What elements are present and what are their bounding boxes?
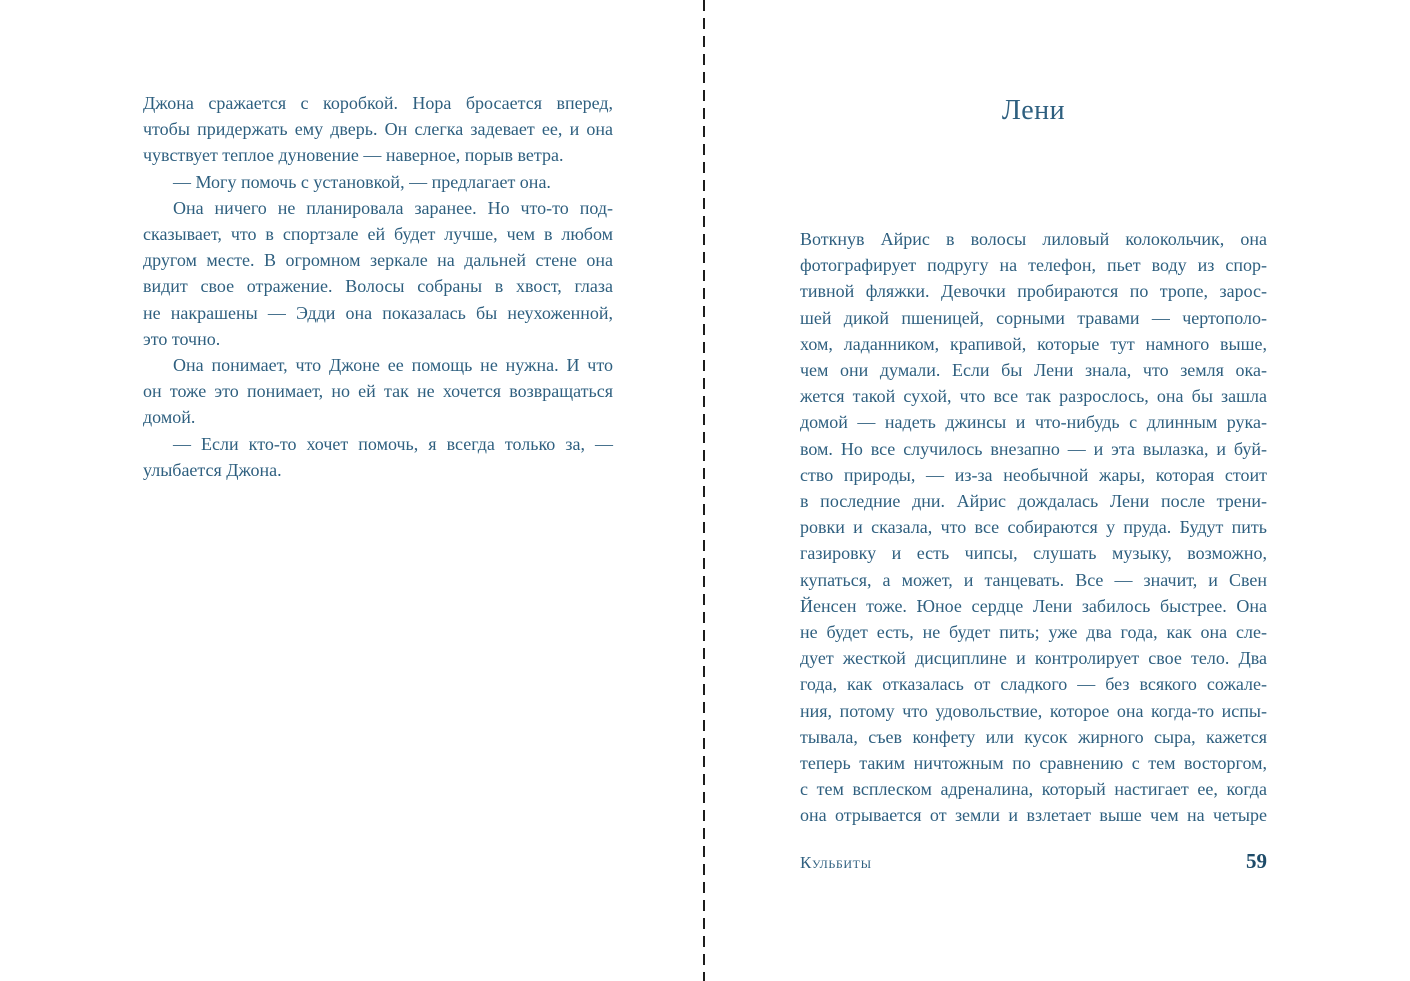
page-footer: [800, 849, 1267, 874]
chapter-title: Лени: [1001, 95, 1066, 126]
text-line: домой — надеть джинсы и что-нибудь с длинным рука-: [800, 412, 1267, 433]
text-line: видит свое отражение. Волосы собраны в хвост, глаза: [143, 276, 613, 297]
text-column-right: [800, 226, 1267, 829]
text-line: тивной фляжки. Девочки пробираются по тропе, зарос-: [800, 281, 1267, 302]
text-line: домой.: [143, 407, 196, 428]
text-line: ство природы, — из-за необычной жары, которая стоит: [800, 464, 1267, 485]
text-line: другом месте. В огромном зеркале на дальней стене она: [143, 250, 613, 271]
text-line: чтобы придержать ему дверь. Он слегка задевает ее, и она: [143, 119, 613, 140]
text-line: не будет есть, не будет пить; уже два года, как она сле-: [800, 622, 1267, 643]
text-line: вом. Но все случилось внезапно — и эта вылазка, и буй-: [800, 438, 1267, 459]
text-line: Йенсен тоже. Юное сердце Лени забилось быстрее. Она: [800, 595, 1267, 616]
text-line: фотографирует подругу на телефон, пьет воду из спор-: [800, 255, 1267, 276]
text-line: Воткнув Айрис в волосы лиловый колокольчик, она: [800, 229, 1267, 249]
running-title: Кульбиты: [800, 853, 872, 872]
text-line: ровки и сказала, что все собираются у пруда. Будут пить: [800, 517, 1267, 538]
paragraph: [143, 169, 613, 195]
text-column-left: [143, 90, 613, 483]
text-line: дует жесткой дисциплине и контролирует свое тело. Два: [800, 648, 1267, 669]
text-line: Джона сражается с коробкой. Нора бросается вперед,: [143, 93, 613, 113]
text-line: шей дикой пшеницей, сорными травами — чертополо-: [800, 307, 1267, 328]
text-line: ния, потому что удовольствие, которое она когда-то испы-: [800, 700, 1267, 721]
text-line: чувствует теплое дуновение — наверное, порыв ветра.: [143, 145, 564, 166]
page-number: 59: [1246, 849, 1267, 873]
page-divider: [703, 0, 705, 981]
text-line: это точно.: [143, 328, 221, 349]
text-line: с тем всплеском адреналина, который настигает ее, когда: [800, 779, 1267, 800]
text-line: купаться, а может, и танцевать. Все — значит, и Свен: [800, 569, 1267, 590]
text-line: жется такой сухой, что все так разрослось, она бы зашла: [800, 386, 1267, 407]
text-line: тывала, съев конфету или кусок жирного сыра, кажется: [800, 726, 1267, 747]
text-line: года, как отказалась от сладкого — без всякого сожале-: [800, 674, 1267, 695]
text-line: хом, ладанником, крапивой, которые тут намного выше,: [800, 333, 1267, 354]
paragraph: [800, 226, 1267, 829]
paragraph: [143, 195, 613, 352]
text-line: в последние дни. Айрис дождалась Лени после трени-: [800, 491, 1267, 512]
text-line: Она понимает, что Джоне ее помощь не нужна. И что: [173, 355, 613, 376]
text-line: он тоже это понимает, но ей так не хочется возвращаться: [143, 381, 613, 402]
text-line: газировку и есть чипсы, слушать музыку, возможно,: [800, 543, 1267, 564]
text-line: — Если кто-то хочет помочь, я всегда только за, —: [173, 433, 613, 454]
paragraph: [143, 90, 613, 169]
text-line: Она ничего не планировала заранее. Но что-то под-: [173, 197, 613, 218]
text-line: улыбается Джона.: [143, 459, 282, 480]
text-line: она отрывается от земли и взлетает выше чем на четыре: [800, 805, 1267, 826]
text-line: чем они думали. Если бы Лени знала, что земля ока-: [800, 360, 1267, 381]
text-line: — Могу помочь с установкой, — предлагает она.: [173, 171, 551, 192]
paragraph: [143, 352, 613, 431]
text-line: сказывает, что в спортзале ей будет лучше, чем в любом: [143, 224, 613, 245]
paragraph: [143, 431, 613, 483]
text-line: теперь таким ничтожным по сравнению с тем восторгом,: [800, 753, 1267, 774]
text-line: не накрашены — Эдди она показалась бы неухоженной,: [143, 302, 613, 323]
